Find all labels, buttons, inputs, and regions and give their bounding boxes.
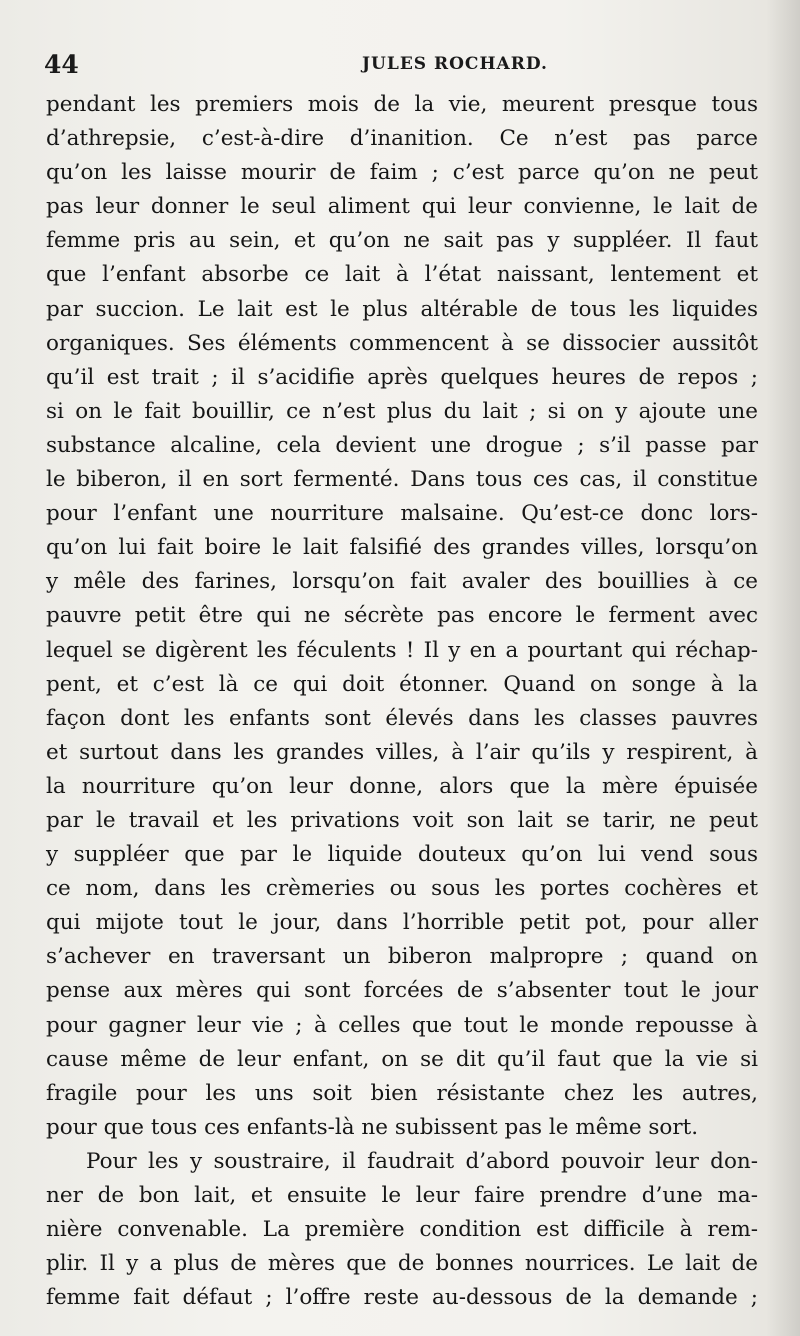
- text-line: pour l’enfant une nourriture malsaine. Qu’est-ce donc lors-: [46, 501, 758, 527]
- text-line: si on le fait bouillir, ce n’est plus du lait ; si on y ajoute une: [46, 398, 758, 424]
- page-header: [44, 50, 756, 82]
- text-line: s’achever en traversant un biberon malpropre ; quand on: [46, 944, 758, 970]
- text-line: y suppléer que par le liquide douteux qu’on lui vend sous: [46, 842, 758, 868]
- running-head: JULES ROCHARD.: [362, 54, 548, 74]
- text-line: et surtout dans les grandes villes, à l’air qu’ils y respirent, à: [46, 739, 758, 765]
- text-line: ce nom, dans les crèmeries ou sous les portes cochères et: [46, 876, 758, 902]
- text-line: ner de bon lait, et ensuite le leur faire prendre d’une ma-: [46, 1183, 758, 1208]
- text-line: la nourriture qu’on leur donne, alors que la mère épuisée: [46, 773, 758, 799]
- text-line: organiques. Ses éléments commencent à se dissocier aussitôt: [46, 330, 758, 356]
- text-line: y mêle des farines, lorsqu’on fait avaler des bouillies à ce: [46, 569, 758, 595]
- text-line: par succion. Le lait est le plus altérable de tous les liquides: [46, 296, 758, 322]
- text-line: qu’il est trait ; il s’acidifie après quelques heures de repos ;: [46, 364, 758, 390]
- page-edge-shadow: [766, 0, 800, 1336]
- text-line: le biberon, il en sort fermenté. Dans tous ces cas, il constitue: [46, 467, 758, 493]
- text-line: pas leur donner le seul aliment qui leur convienne, le lait de: [46, 194, 758, 220]
- text-line: plir. Il y a plus de mères que de bonnes nourrices. Le lait de: [46, 1251, 758, 1277]
- text-line: qu’on lui fait boire le lait falsifié des grandes villes, lorsqu’on: [46, 535, 758, 561]
- text-line: femme fait défaut ; l’offre reste au-dessous de la demande ;: [46, 1285, 758, 1311]
- text-line: façon dont les enfants sont élevés dans les classes pauvres: [46, 705, 758, 731]
- page-number: 44: [44, 50, 79, 79]
- text-line: qui mijote tout le jour, dans l’horrible petit pot, pour aller: [46, 910, 758, 936]
- text-line: que l’enfant absorbe ce lait à l’état naissant, lentement et: [46, 262, 758, 288]
- text-line: Pour les y soustraire, il faudrait d’abord pouvoir leur don-: [86, 1148, 758, 1174]
- text-line: lequel se digèrent les féculents ! Il y en a pourtant qui réchap-: [46, 637, 758, 663]
- text-line: pense aux mères qui sont forcées de s’absenter tout le jour: [46, 978, 758, 1004]
- text-line: pauvre petit être qui ne sécrète pas encore le ferment avec: [46, 603, 758, 629]
- text-line: substance alcaline, cela devient une drogue ; s’il passe par: [46, 432, 758, 458]
- text-line: par le travail et les privations voit son lait se tarir, ne peut: [46, 807, 758, 833]
- body-text: [46, 88, 758, 1315]
- text-line: femme pris au sein, et qu’on ne sait pas y suppléer. Il faut: [46, 228, 758, 254]
- text-line: pour gagner leur vie ; à celles que tout le monde repousse à: [46, 1012, 758, 1038]
- text-line: cause même de leur enfant, on se dit qu’il faut que la vie si: [46, 1046, 758, 1072]
- text-line: pent, et c’est là ce qui doit étonner. Quand on songe à la: [46, 671, 758, 697]
- text-line: fragile pour les uns soit bien résistante chez les autres,: [46, 1080, 758, 1106]
- text-line: nière convenable. La première condition est difficile à rem-: [46, 1217, 758, 1243]
- text-line: qu’on les laisse mourir de faim ; c’est parce qu’on ne peut: [46, 160, 758, 186]
- text-line: d’athrepsie, c’est-à-dire d’inanition. Ce n’est pas parce: [46, 126, 758, 152]
- text-line: pendant les premiers mois de la vie, meurent presque tous: [46, 92, 758, 117]
- text-line: pour que tous ces enfants-là ne subissent pas le même sort.: [46, 1114, 699, 1140]
